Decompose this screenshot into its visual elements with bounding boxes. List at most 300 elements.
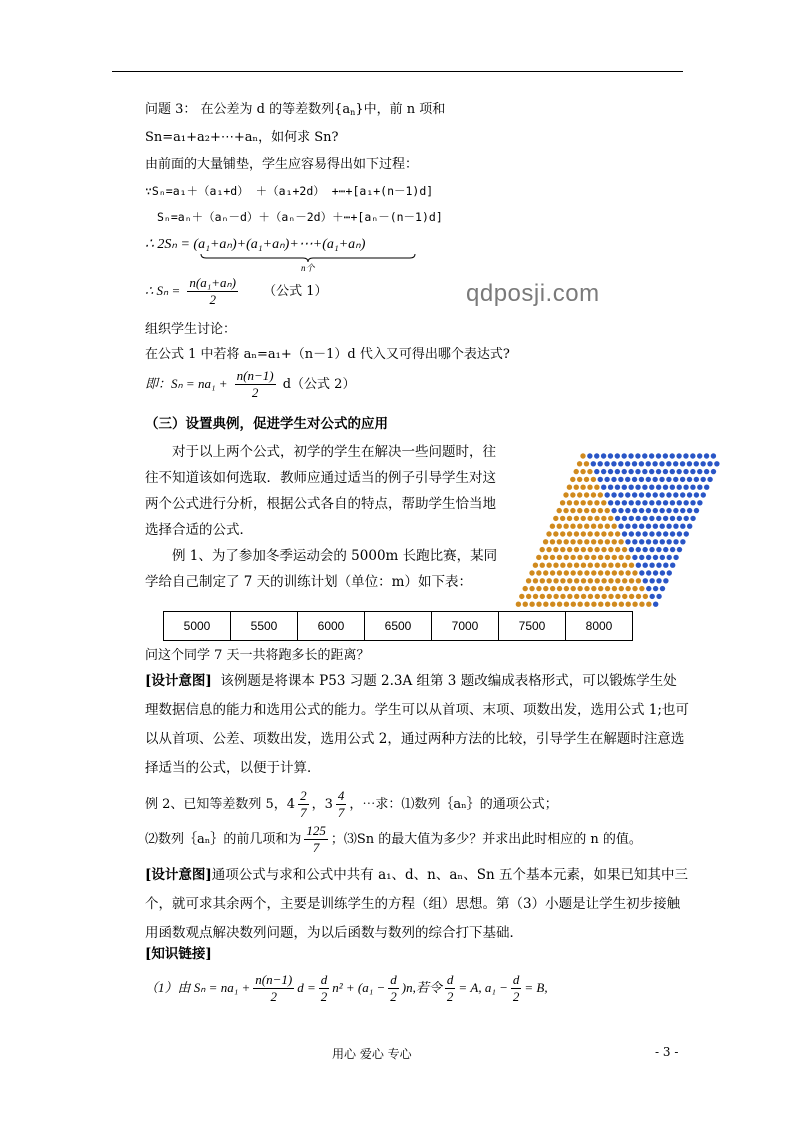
example-1-text: 例 1、为了参加冬季运动会的 5000m 长跑比赛，某同学给自己制定了 7 天的训练计划（单位：m）如下表： (145, 548, 498, 590)
orange-dot (540, 547, 545, 552)
blue-dot (621, 453, 626, 458)
orange-dot (580, 453, 585, 458)
orange-dot (591, 570, 596, 575)
orange-dot (553, 516, 558, 521)
blue-dot (601, 469, 606, 474)
orange-dot (560, 531, 565, 536)
blue-dot (687, 508, 692, 513)
blue-dot (649, 500, 654, 505)
blue-dot (646, 508, 651, 513)
orange-dot (533, 578, 538, 583)
orange-dot (636, 594, 641, 599)
blue-dot (666, 477, 671, 482)
orange-dot (622, 547, 627, 552)
blue-dot (622, 469, 627, 474)
blue-dot (694, 508, 699, 513)
blue-dot (684, 516, 689, 521)
blue-dot (670, 547, 675, 552)
blue-dot (636, 531, 641, 536)
blue-dot (632, 539, 637, 544)
blue-dot (670, 531, 675, 536)
blue-dot (677, 485, 682, 490)
orange-dot (574, 594, 579, 599)
orange-dot (588, 563, 593, 568)
blue-dot (663, 516, 668, 521)
blue-dot (622, 500, 627, 505)
orange-dot (546, 531, 551, 536)
blue-dot (646, 524, 651, 529)
orange-dot (560, 578, 565, 583)
orange-dot (564, 586, 569, 591)
orange-dot (540, 594, 545, 599)
orange-dot (580, 469, 585, 474)
blue-dot (667, 570, 672, 575)
orange-dot (516, 602, 521, 607)
blue-dot (677, 516, 682, 521)
blue-dot (635, 469, 640, 474)
orange-dot (543, 539, 548, 544)
orange-dot (553, 547, 558, 552)
blue-dot (636, 547, 641, 552)
blue-dot (697, 500, 702, 505)
orange-dot (601, 500, 606, 505)
blue-dot (618, 477, 623, 482)
blue-dot (711, 469, 716, 474)
blue-dot (663, 500, 668, 505)
blue-dot (625, 539, 630, 544)
orange-dot (550, 602, 555, 607)
blue-dot (611, 461, 616, 466)
blue-dot (594, 453, 599, 458)
orange-dot (605, 555, 610, 560)
table-cell: 6500 (365, 612, 432, 641)
orange-dot (598, 492, 603, 497)
orange-dot (632, 586, 637, 591)
blue-dot (711, 453, 716, 458)
orange-dot (598, 555, 603, 560)
orange-dot (595, 594, 600, 599)
blue-dot (656, 485, 661, 490)
blue-dot (646, 477, 651, 482)
blue-dot (653, 602, 658, 607)
blue-dot (656, 469, 661, 474)
orange-dot (523, 586, 528, 591)
blue-dot (642, 469, 647, 474)
knowledge-link-formula: （1）由 Sₙ = na₁ + $\frac{n(n-1)}{2}$ d = $\frac{d}{2}$ n² + (a₁ − $\frac{d}{2}$ )n,若令 $\frac{d}{2}$ = A, a₁ − $\frac{d}{2}$ = B, (145, 972, 548, 1004)
orange-dot (563, 539, 568, 544)
blue-dot (683, 485, 688, 490)
blue-dot (676, 453, 681, 458)
example-1-question: 问这个同学 7 天一共将跑多长的距离？ (145, 648, 370, 663)
blue-dot (656, 500, 661, 505)
orange-dot (625, 570, 630, 575)
blue-dot (697, 469, 702, 474)
blue-dot (632, 524, 637, 529)
orange-dot (571, 602, 576, 607)
blue-dot (618, 524, 623, 529)
table-cell: 5500 (231, 612, 298, 641)
discuss-line: 组织学生讨论： (145, 322, 237, 337)
blue-dot (680, 492, 685, 497)
blue-dot (670, 563, 675, 568)
orange-dot (577, 524, 582, 529)
orange-dot (594, 563, 599, 568)
blue-dot (639, 570, 644, 575)
blue-dot (663, 469, 668, 474)
blue-dot (663, 453, 668, 458)
blue-dot (643, 563, 648, 568)
blue-dot (673, 555, 678, 560)
orange-dot (567, 485, 572, 490)
blue-dot (597, 461, 602, 466)
orange-dot (622, 578, 627, 583)
blue-dot (636, 563, 641, 568)
blue-dot (683, 500, 688, 505)
orange-dot (536, 586, 541, 591)
orange-dot (594, 516, 599, 521)
header-rule (112, 71, 683, 72)
blue-dot (670, 469, 675, 474)
orange-dot (543, 555, 548, 560)
orange-dot (540, 578, 545, 583)
blue-dot (642, 516, 647, 521)
orange-dot (601, 594, 606, 599)
blue-dot (632, 555, 637, 560)
orange-dot (547, 594, 552, 599)
blue-dot (652, 477, 657, 482)
orange-dot (591, 508, 596, 513)
blue-dot (663, 485, 668, 490)
blue-dot (608, 500, 613, 505)
blue-dot (660, 555, 665, 560)
orange-dot (626, 602, 631, 607)
orange-dot (622, 594, 627, 599)
blue-dot (622, 485, 627, 490)
orange-dot (580, 500, 585, 505)
orange-dot (557, 586, 562, 591)
blue-dot (649, 563, 654, 568)
blue-dot (673, 508, 678, 513)
blue-dot (670, 485, 675, 490)
orange-dot (543, 602, 548, 607)
orange-dot (601, 578, 606, 583)
blue-dot (635, 453, 640, 458)
blue-dot (673, 524, 678, 529)
blue-dot (690, 485, 695, 490)
design-intent-1: [设计意图] 该例题是将课本 P53 习题 2.3A 组第 3 题改编成表格形式，可以锻炼学生处理数据信息的能力和选用公式的能力。学生可以从首项、末项、项数出发，选用公式 1;也可以从首项、公差、项数出发，选用公式 2，通过两种方法的比较，引导学生在解题时注意选择适当的公式，以便于计算． (145, 673, 689, 776)
blue-dot (639, 524, 644, 529)
orange-dot (550, 524, 555, 529)
orange-dot (563, 524, 568, 529)
blue-dot (639, 539, 644, 544)
orange-dot (560, 547, 565, 552)
blue-dot (687, 477, 692, 482)
blue-dot (656, 547, 661, 552)
blue-dot (604, 461, 609, 466)
orange-dot (543, 586, 548, 591)
blue-dot (673, 477, 678, 482)
blue-dot (635, 485, 640, 490)
orange-dot (608, 547, 613, 552)
blue-dot (680, 461, 685, 466)
blue-dot (680, 524, 685, 529)
orange-dot (608, 531, 613, 536)
orange-dot (581, 547, 586, 552)
blue-dot (663, 563, 668, 568)
orange-dot (629, 578, 634, 583)
blue-dot (653, 555, 658, 560)
orange-dot (594, 500, 599, 505)
blue-dot (642, 453, 647, 458)
blue-dot (646, 539, 651, 544)
orange-dot (615, 594, 620, 599)
orange-dot (564, 570, 569, 575)
blue-dot (656, 563, 661, 568)
orange-dot (605, 524, 610, 529)
orange-dot (584, 524, 589, 529)
orange-dot (536, 555, 541, 560)
orange-dot (605, 586, 610, 591)
blue-dot (618, 492, 623, 497)
blue-dot (635, 516, 640, 521)
blue-dot (646, 492, 651, 497)
orange-dot (595, 578, 600, 583)
blue-dot (646, 586, 651, 591)
orange-dot (615, 563, 620, 568)
blue-dot (646, 555, 651, 560)
blue-dot (700, 461, 705, 466)
orange-dot (550, 539, 555, 544)
orange-dot (553, 594, 558, 599)
table-cell: 7000 (432, 612, 499, 641)
orange-dot (529, 586, 534, 591)
blue-dot (659, 492, 664, 497)
orange-dot (605, 570, 610, 575)
orange-dot (584, 586, 589, 591)
orange-dot (577, 492, 582, 497)
blue-dot (639, 492, 644, 497)
orange-dot (591, 555, 596, 560)
blue-dot (683, 469, 688, 474)
orange-dot (553, 563, 558, 568)
blue-dot (683, 453, 688, 458)
blue-dot (690, 469, 695, 474)
blue-dot (611, 508, 616, 513)
orange-dot (581, 531, 586, 536)
blue-dot (707, 461, 712, 466)
orange-dot (643, 594, 648, 599)
blue-dot (625, 461, 630, 466)
blue-dot (629, 547, 634, 552)
orange-dot (632, 570, 637, 575)
orange-dot (526, 578, 531, 583)
orange-dot (588, 547, 593, 552)
blue-dot (608, 453, 613, 458)
blue-dot (625, 524, 630, 529)
orange-dot (563, 492, 568, 497)
orange-dot (591, 524, 596, 529)
orange-dot (611, 524, 616, 529)
blue-dot (653, 586, 658, 591)
blue-dot (601, 453, 606, 458)
orange-dot (618, 555, 623, 560)
orange-dot (612, 586, 617, 591)
orange-dot (574, 516, 579, 521)
equation-double-sum: ∴ 2Sₙ = (a₁+aₙ)+(a₁+aₙ)+⋯+(a₁+aₙ) (145, 237, 366, 252)
blue-dot (604, 492, 609, 497)
orange-dot (567, 578, 572, 583)
orange-dot (612, 539, 617, 544)
blue-dot (690, 500, 695, 505)
blue-dot (687, 492, 692, 497)
orange-dot (540, 563, 545, 568)
blue-dot (639, 555, 644, 560)
blue-dot (666, 524, 671, 529)
orange-dot (577, 586, 582, 591)
orange-dot (581, 578, 586, 583)
orange-dot (598, 524, 603, 529)
blue-dot (656, 531, 661, 536)
blue-dot (591, 461, 596, 466)
blue-dot (615, 453, 620, 458)
orange-dot (625, 586, 630, 591)
watermark: qdposji.com (466, 280, 600, 307)
blue-dot (660, 524, 665, 529)
blue-dot (632, 477, 637, 482)
orange-dot (612, 570, 617, 575)
orange-dot (533, 563, 538, 568)
blue-dot (660, 586, 665, 591)
orange-dot (587, 485, 592, 490)
orange-dot (557, 602, 562, 607)
orange-dot (601, 563, 606, 568)
orange-dot (605, 602, 610, 607)
blue-dot (625, 508, 630, 513)
blue-dot (704, 469, 709, 474)
orange-dot (564, 602, 569, 607)
orange-dot (584, 555, 589, 560)
blue-dot (622, 516, 627, 521)
orange-dot (618, 539, 623, 544)
blue-dot (704, 485, 709, 490)
blue-dot (615, 516, 620, 521)
equation-sum-forward: ∵Sₙ=a₁＋（a₁+d） ＋（a₁+2d） +⋯+[a₁+(n－1)d] (145, 184, 434, 198)
orange-dot (560, 500, 565, 505)
blue-dot (687, 524, 692, 529)
question-3-line2: Sn=a₁+a₂+⋯+aₙ，如何求 Sn? (145, 130, 339, 145)
orange-dot (567, 531, 572, 536)
orange-dot (598, 602, 603, 607)
blue-dot (690, 516, 695, 521)
orange-dot (577, 602, 582, 607)
blue-dot (663, 578, 668, 583)
blue-dot (670, 453, 675, 458)
orange-dot (529, 570, 534, 575)
blue-dot (628, 469, 633, 474)
orange-dot (594, 547, 599, 552)
orange-dot (574, 469, 579, 474)
blue-dot (625, 492, 630, 497)
page-number: - 3 - (655, 1045, 679, 1059)
blue-dot (704, 453, 709, 458)
orange-dot (574, 531, 579, 536)
orange-dot (591, 602, 596, 607)
blue-dot (642, 485, 647, 490)
blue-dot (632, 461, 637, 466)
blue-dot (650, 594, 655, 599)
orange-dot (584, 539, 589, 544)
orange-dot (550, 570, 555, 575)
blue-dot (677, 547, 682, 552)
orange-dot (574, 547, 579, 552)
blue-dot (694, 477, 699, 482)
blue-dot (639, 508, 644, 513)
blue-dot (649, 516, 654, 521)
blue-dot (649, 578, 654, 583)
orange-dot (567, 594, 572, 599)
blue-dot (642, 547, 647, 552)
orange-dot (546, 578, 551, 583)
orange-dot (574, 563, 579, 568)
blue-dot (677, 531, 682, 536)
blue-dot (714, 461, 719, 466)
orange-dot (577, 570, 582, 575)
orange-dot (598, 508, 603, 513)
orange-dot (557, 539, 562, 544)
orange-dot (608, 563, 613, 568)
blue-dot (690, 453, 695, 458)
orange-dot (570, 477, 575, 482)
blue-dot (680, 508, 685, 513)
orange-dot (577, 555, 582, 560)
orange-dot (598, 586, 603, 591)
orange-dot (570, 570, 575, 575)
orange-dot (591, 586, 596, 591)
orange-dot (584, 508, 589, 513)
orange-dot (550, 555, 555, 560)
equation-sum-backward: Sₙ=aₙ＋（aₙ－d）＋（aₙ－2d）＋⋯+[aₙ－(n－1)d] (157, 210, 443, 224)
orange-dot (584, 477, 589, 482)
blue-dot (659, 461, 664, 466)
blue-dot (629, 516, 634, 521)
blue-dot (642, 500, 647, 505)
blue-dot (666, 508, 671, 513)
substitution-question: 在公式 1 中若将 aₙ=a₁+（n－1）d 代入又可得出哪个表达式? (145, 347, 510, 362)
orange-dot (598, 539, 603, 544)
process-intro: 由前面的大量铺垫，学生应容易得出如下过程： (145, 157, 419, 172)
orange-dot (577, 461, 582, 466)
orange-dot (615, 547, 620, 552)
orange-dot (533, 594, 538, 599)
blue-dot (659, 477, 664, 482)
orange-dot (588, 578, 593, 583)
orange-dot (587, 516, 592, 521)
blue-dot (673, 492, 678, 497)
blue-dot (660, 539, 665, 544)
orange-dot (581, 594, 586, 599)
orange-dot (591, 539, 596, 544)
orange-dot (546, 547, 551, 552)
orange-dot (601, 516, 606, 521)
orange-dot (570, 524, 575, 529)
blue-dot (656, 516, 661, 521)
blue-dot (659, 508, 664, 513)
orange-dot (629, 594, 634, 599)
orange-dot (560, 594, 565, 599)
blue-dot (615, 485, 620, 490)
orange-dot (594, 485, 599, 490)
orange-dot (601, 531, 606, 536)
